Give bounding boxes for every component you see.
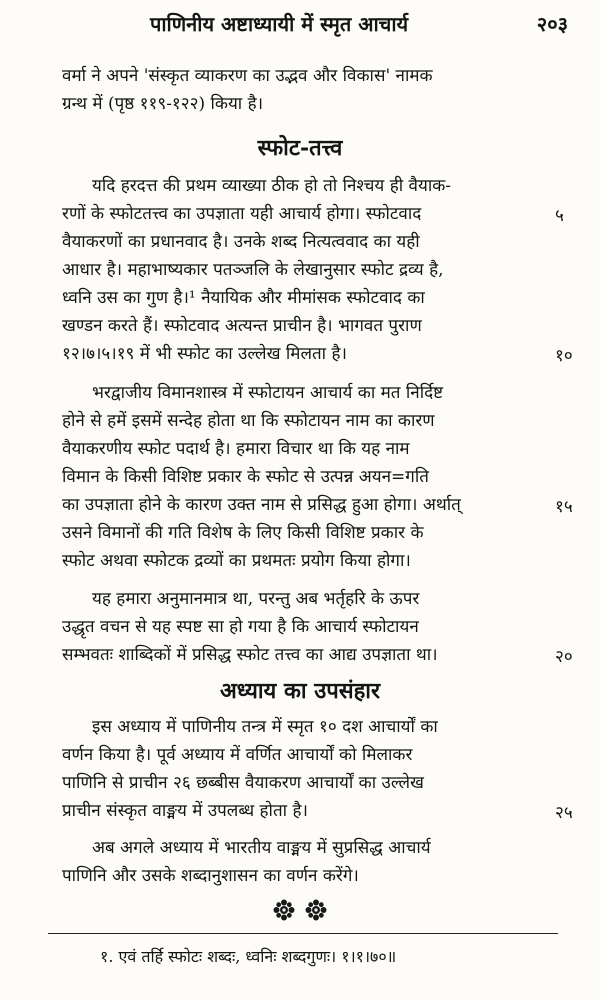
text-line: यदि हरदत्त की प्रथम व्याख्या ठीक हो तो निश्चय ही वैयाक- — [92, 176, 452, 196]
text-line: भरद्वाजीय विमानशास्त्र में स्फोटायन आचार्य का मत निर्दिष्ट — [92, 383, 444, 403]
footnote-divider — [48, 933, 558, 934]
text-line: उद्धृत वचन से यह स्पष्ट सा हो गया है कि आचार्य स्फोटायन — [62, 617, 419, 637]
text-line: प्राचीन संस्कृत वाङ्मय में उपलब्ध होता है। — [62, 801, 308, 821]
text-line: स्फोट अथवा स्फोटक द्रव्यों का प्रथमतः प्रयोग किया होगा। — [62, 551, 411, 571]
text-line: विमान के किसी विशिष्ट प्रकार के स्फोट से उत्पन्न अयन=गति — [62, 467, 429, 487]
text-line: वर्णन किया है। पूर्व अध्याय में वर्णित आचार्यों को मिलाकर — [62, 745, 413, 765]
running-title: पाणिनीय अष्टाध्यायी में स्मृत आचार्य — [150, 12, 409, 36]
text-line: आधार है। महाभाष्यकार पतञ्जलि के लेखानुसार स्फोट द्रव्य है, — [62, 260, 444, 280]
text-line: वर्मा ने अपने 'संस्कृत व्याकरण का उद्भव और विकास' नामक — [62, 66, 433, 86]
text-line: सम्भवतः शाब्दिकों में प्रसिद्ध स्फोट तत्त्व का आद्य उपज्ञाता था। — [62, 645, 438, 665]
line-number: २५ — [555, 803, 573, 823]
text-line: होने से हमें इसमें सन्देह होता था कि स्फोटायन नाम का कारण — [62, 411, 435, 431]
line-number: १५ — [555, 497, 573, 517]
line-number: १० — [555, 346, 573, 366]
text-line: १२।७।५।१९ में भी स्फोट का उल्लेख मिलता है। — [62, 344, 347, 364]
text-line: खण्डन करते हैं। स्फोटवाद अत्यन्त प्राचीन है। भागवत पुराण — [62, 316, 422, 336]
text-line: का उपज्ञाता होने के कारण उक्त नाम से प्रसिद्ध हुआ होगा। अर्थात् — [62, 495, 461, 515]
text-line: यह हमारा अनुमानमात्र था, परन्तु अब भर्तृहरि के ऊपर — [92, 589, 420, 609]
text-line: वैयाकरणीय स्फोट पदार्थ है। हमारा विचार था कि यह नाम — [62, 439, 410, 459]
section-heading: स्फोट-तत्त्व — [257, 135, 343, 161]
flower-ornament-icon — [268, 899, 332, 921]
line-number: २० — [555, 647, 573, 667]
line-number: ५ — [555, 206, 564, 226]
text-line: उसने विमानों की गति विशेष के लिए किसी विशिष्ट प्रकार के — [62, 523, 424, 543]
footnote: १. एवं तर्हि स्फोटः शब्दः, ध्वनिः शब्दगुणः। १।१।७०॥ — [100, 947, 397, 966]
text-line: ग्रन्थ में (पृष्ठ ११९-१२२) किया है। — [62, 94, 264, 114]
page-number: २०३ — [536, 12, 568, 36]
text-line: वैयाकरणों का प्रधानवाद है। उनके शब्द नित्यत्ववाद का यही — [62, 232, 420, 252]
text-line: अब अगले अध्याय में भारतीय वाङ्मय में सुप्रसिद्ध आचार्य — [92, 838, 431, 858]
running-header — [0, 10, 600, 40]
text-line: रणों के स्फोटतत्त्व का उपज्ञाता यही आचार्य होगा। स्फोटवाद — [62, 204, 422, 224]
text-line: पाणिनि से प्राचीन २६ छब्बीस वैयाकरण आचार्यों का उल्लेख — [62, 773, 424, 793]
text-line: पाणिनि और उसके शब्दानुशासन का वर्णन करेंगे। — [62, 866, 359, 886]
section-heading: अध्याय का उपसंहार — [219, 678, 380, 704]
text-line: ध्वनि उस का गुण है।¹ नैयायिक और मीमांसक स्फोटवाद का — [62, 288, 425, 308]
text-line: इस अध्याय में पाणिनीय तन्त्र में स्मृत १० दश आचार्यों का — [92, 717, 438, 737]
